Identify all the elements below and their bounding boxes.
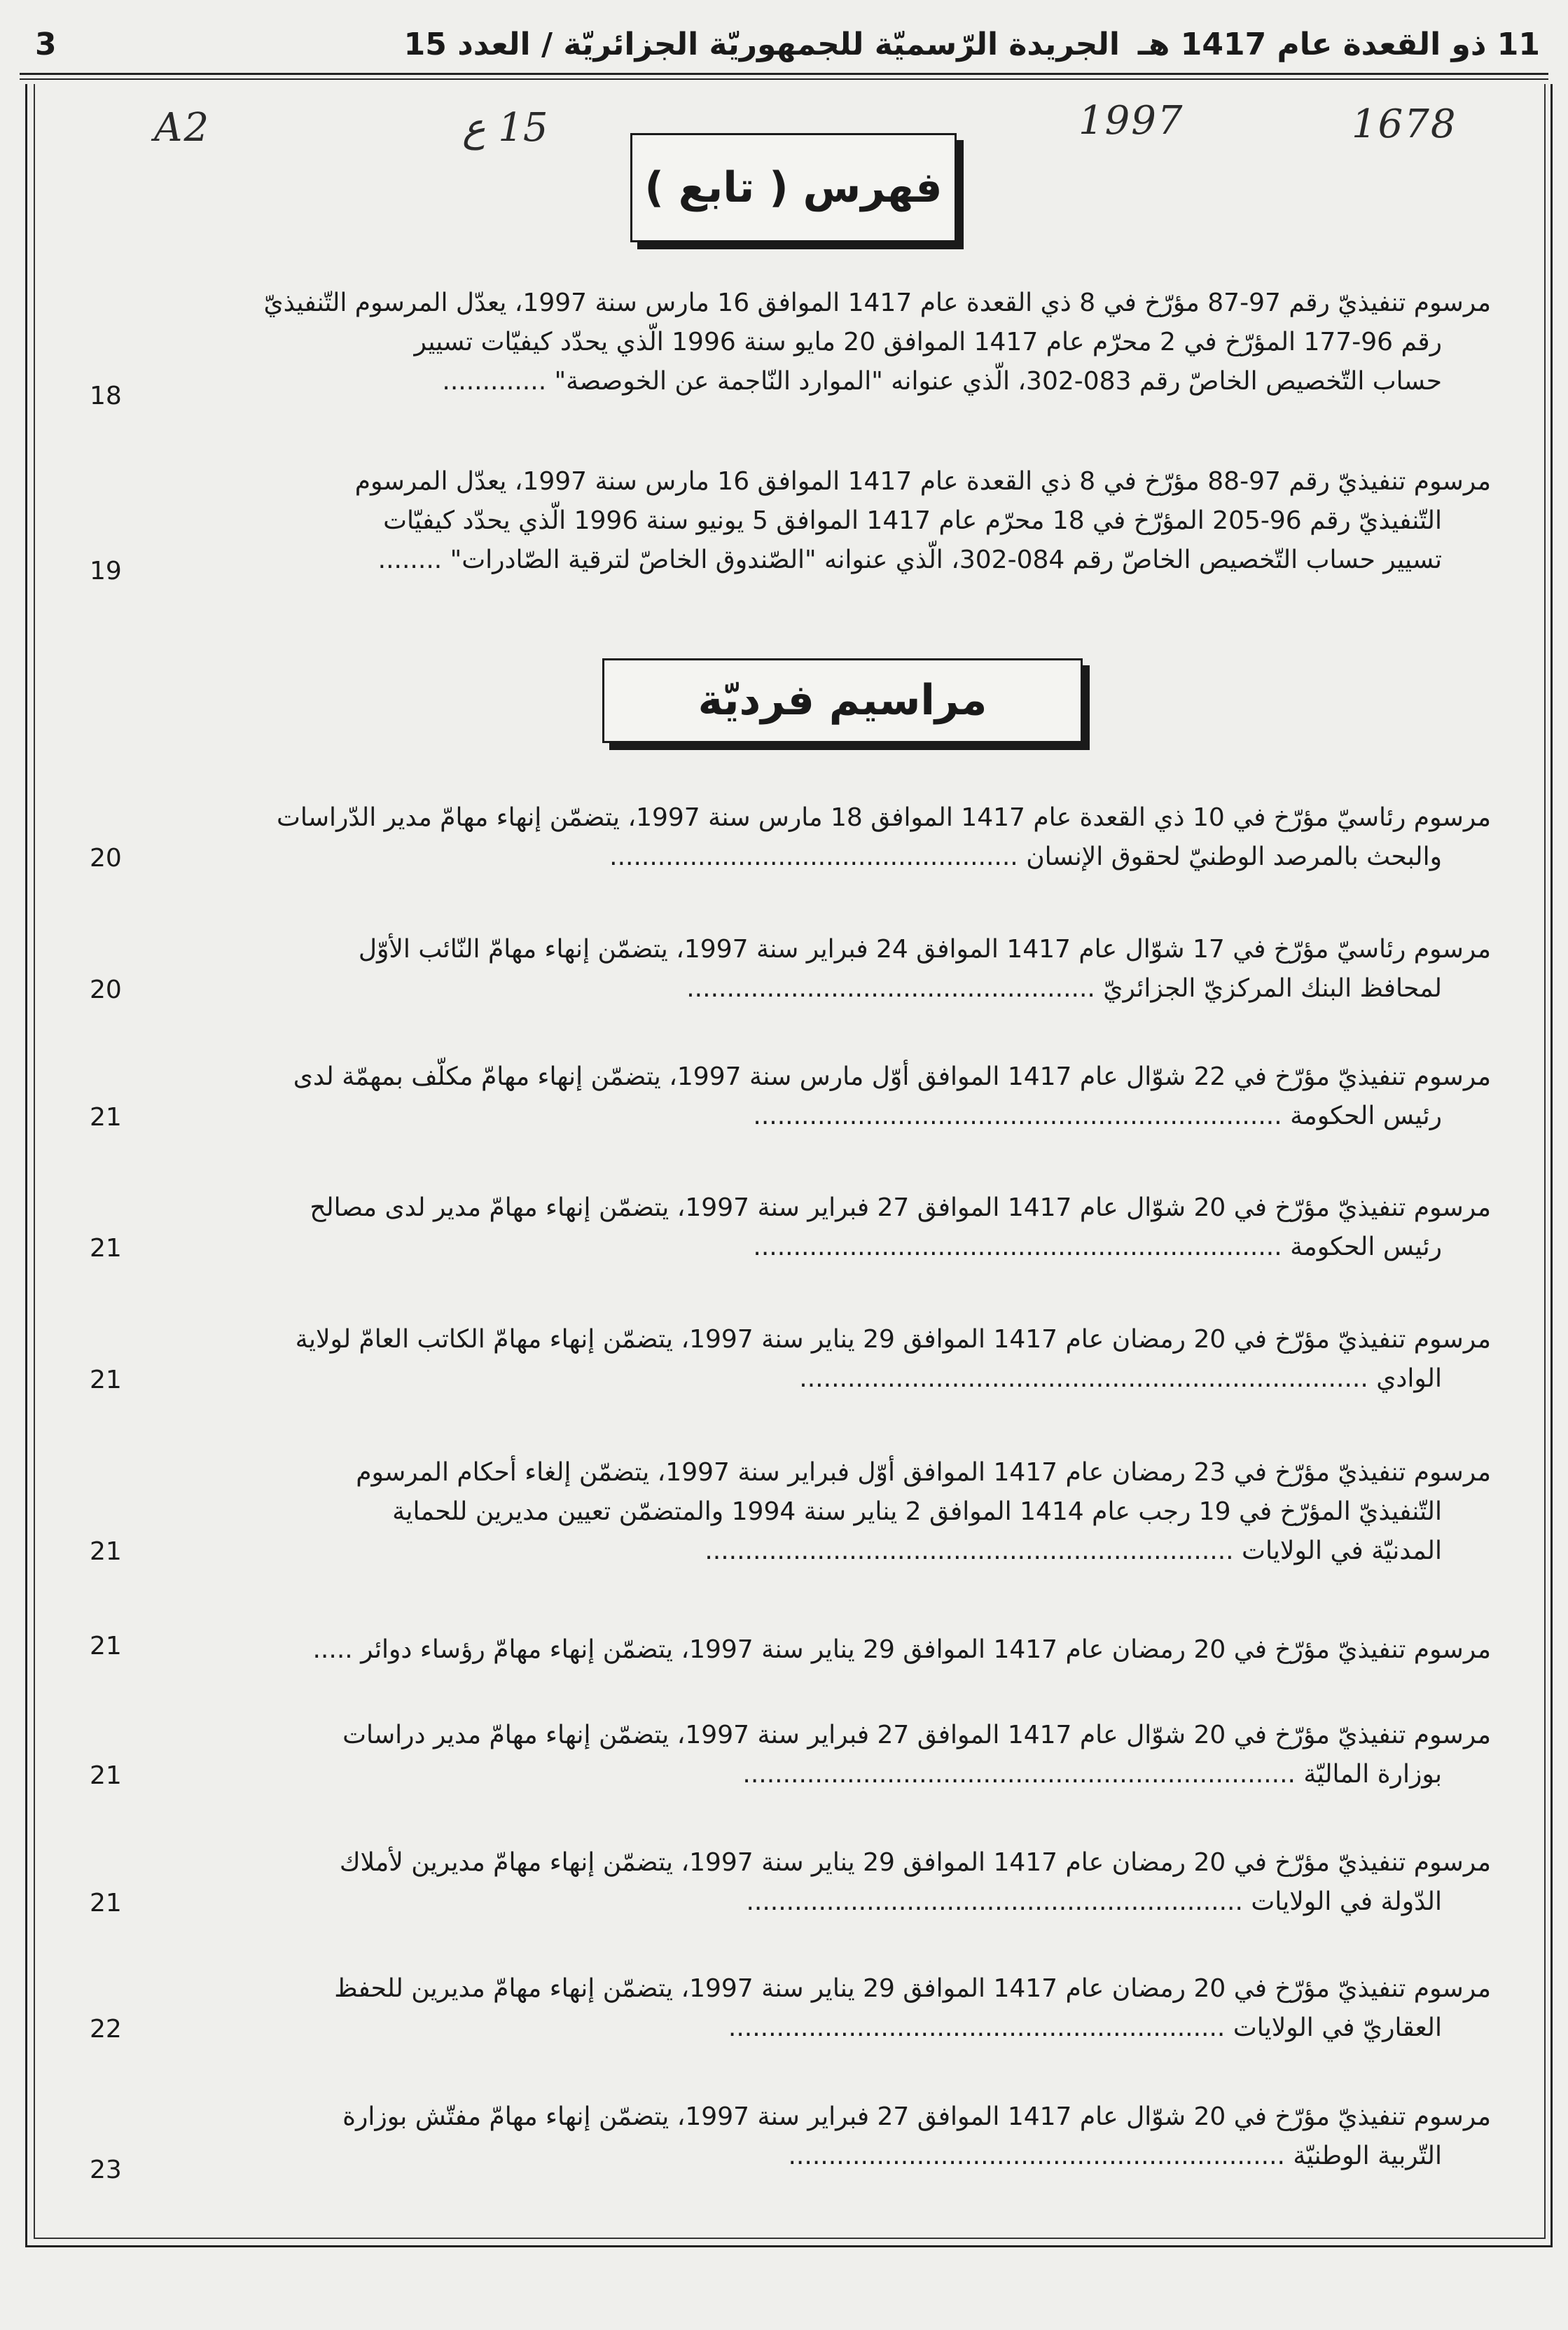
entry-line: والبحث بالمرصد الوطنيّ لحقوق الإنسان ................................................... [609,842,1442,871]
toc-entry [105,1188,1491,1267]
entry-line: التّنفيذيّ رقم 96-205 المؤرّخ في 18 محرّم عام 1417 الموافق 5 يونيو سنة 1996 الّذي يحدّد كيفيّات [383,506,1442,535]
handwritten-year: 1997 [1078,98,1184,144]
section-title-index: فهرس ( تابع ) [630,133,957,242]
entry-line: تسيير حساب التّخصيص الخاصّ رقم 084-302، الّذي عنوانه "الصّندوق الخاصّ لترقية الصّادرات" ........ [377,546,1442,574]
toc-entry [105,1969,1491,2048]
handwritten-number: 1678 [1352,102,1457,147]
entry-line: مرسوم تنفيذيّ مؤرّخ في 22 شوّال عام 1417 الموافق أوّل مارس سنة 1997، يتضمّن إنهاء مهامّ مكلّف بمهمّة لدى [293,1062,1491,1091]
entry-line: التّربية الوطنيّة .............................................................. [788,2142,1442,2170]
toc-entry [105,2097,1491,2176]
entry-page-number: 21 [90,1366,122,1394]
toc-entry [105,462,1491,580]
entry-page-number: 20 [90,976,122,1004]
entry-line: مرسوم تنفيذيّ رقم 97-88 مؤرّخ في 8 ذي القعدة عام 1417 الموافق 16 مارس سنة 1997، يعدّل المرسوم [354,467,1491,496]
entry-page-number: 23 [90,2156,122,2184]
entry-line: بوزارة الماليّة ..................................................................... [742,1760,1442,1789]
section-title-individual-decrees: مراسيم فرديّة [602,658,1083,743]
header-title: الجريدة الرّسميّة للجمهوريّة الجزائريّة / العدد 15 [403,27,1120,62]
entry-line: رئيس الحكومة .................................................................. [753,1233,1442,1261]
handwritten-code-left: A2 [154,105,211,151]
entry-page-number: 21 [90,1632,122,1660]
page-header [35,20,1540,71]
entry-page-number: 20 [90,844,122,873]
entry-line: لمحافظ البنك المركزيّ الجزائريّ ................................................... [686,974,1442,1003]
entry-page-number: 19 [90,557,122,585]
entry-line: مرسوم تنفيذيّ مؤرّخ في 20 رمضان عام 1417 الموافق 29 يناير سنة 1997، يتضمّن إنهاء مهامّ الكاتب العامّ لولاية [295,1325,1491,1354]
toc-entry [105,1843,1491,1922]
toc-entry [105,930,1491,1008]
entry-line: رقم 96-177 المؤرّخ في 2 محرّم عام 1417 الموافق 20 مايو سنة 1996 الّذي يحدّد كيفيّات تسيير [414,328,1442,356]
entry-line: مرسوم تنفيذيّ مؤرّخ في 20 شوّال عام 1417 الموافق 27 فبراير سنة 1997، يتضمّن إنهاء مهامّ مفتّش بوزارة [342,2102,1491,2131]
entry-line: مرسوم رئاسيّ مؤرّخ في 10 ذي القعدة عام 1417 الموافق 18 مارس سنة 1997، يتضمّن إنهاء مهامّ مدير الدّراسات [276,803,1491,832]
entry-line: الوادي ....................................................................... [799,1364,1442,1393]
entry-page-number: 21 [90,1889,122,1918]
entry-line: مرسوم تنفيذيّ مؤرّخ في 20 رمضان عام 1417 الموافق 29 يناير سنة 1997، يتضمّن إنهاء مهامّ مديرين للحفظ [334,1974,1491,2003]
entry-line: مرسوم تنفيذيّ مؤرّخ في 23 رمضان عام 1417 الموافق أوّل فبراير سنة 1997، يتضمّن إلغاء أحكام المرسوم [356,1458,1491,1487]
entry-line: الدّولة في الولايات .............................................................. [746,1887,1442,1916]
header-issue-date: 11 ذو القعدة عام 1417 هـ [1137,27,1540,62]
toc-entry [105,284,1491,401]
entry-line: مرسوم رئاسيّ مؤرّخ في 17 شوّال عام 1417 الموافق 24 فبراير سنة 1997، يتضمّن إنهاء مهامّ النّائب الأوّل [358,935,1491,964]
toc-entry [105,1453,1491,1571]
entry-page-number: 21 [90,1103,122,1132]
toc-entry [105,1320,1491,1399]
entry-line: مرسوم تنفيذيّ مؤرّخ في 20 رمضان عام 1417 الموافق 29 يناير سنة 1997، يتضمّن إنهاء مهامّ مديرين لأملاك [339,1848,1491,1877]
header-page-number: 3 [35,27,57,62]
toc-entry [105,1057,1491,1136]
entry-page-number: 21 [90,1537,122,1566]
entry-line: مرسوم تنفيذيّ مؤرّخ في 20 رمضان عام 1417 الموافق 29 يناير سنة 1997، يتضمّن إنهاء مهامّ رؤساء دوائر ..... [312,1635,1491,1664]
entry-line: حساب التّخصيص الخاصّ رقم 083-302، الّذي عنوانه "الموارد النّاجمة عن الخوصصة" ............. [442,367,1442,396]
toc-entry [105,1630,1491,1670]
entry-line: رئيس الحكومة .................................................................. [753,1102,1442,1130]
entry-line: مرسوم تنفيذيّ رقم 97-87 مؤرّخ في 8 ذي القعدة عام 1417 الموافق 16 مارس سنة 1997، يعدّل المرسوم التّنفيذيّ [263,289,1491,317]
header-rule [20,73,1548,75]
entry-page-number: 21 [90,1761,122,1790]
entry-line: مرسوم تنفيذيّ مؤرّخ في 20 شوّال عام 1417 الموافق 27 فبراير سنة 1997، يتضمّن إنهاء مهامّ مدير لدى مصالح [310,1193,1491,1222]
entry-line: المدنيّة في الولايات .................................................................. [705,1537,1442,1565]
entry-page-number: 22 [90,2015,122,2044]
entry-line: العقاريّ في الولايات .............................................................. [728,2013,1442,2042]
toc-entry [105,798,1491,877]
header-rule-secondary [20,78,1548,80]
entry-line: مرسوم تنفيذيّ مؤرّخ في 20 شوّال عام 1417 الموافق 27 فبراير سنة 1997، يتضمّن إنهاء مهامّ مدير دراسات [342,1721,1491,1749]
entry-page-number: 18 [90,382,122,410]
entry-line: التّنفيذيّ المؤرّخ في 19 رجب عام 1414 الموافق 2 يناير سنة 1994 والمتضمّن تعيين مديرين للحماية [392,1497,1442,1526]
entry-page-number: 21 [90,1234,122,1263]
toc-entry [105,1716,1491,1794]
handwritten-code-mid: 15 ع [462,105,548,151]
